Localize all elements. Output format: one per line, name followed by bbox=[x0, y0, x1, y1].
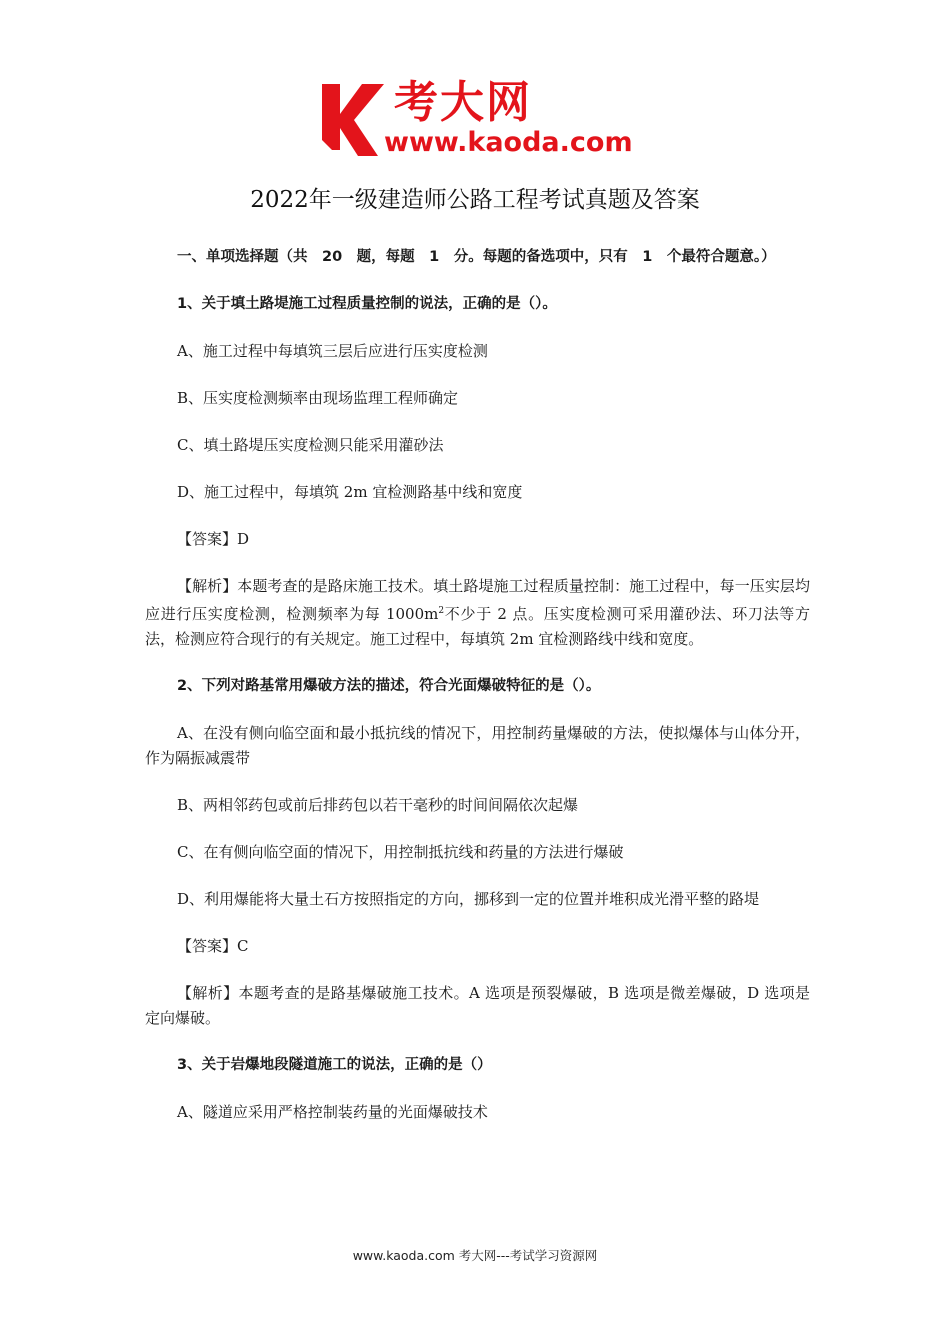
question-1-option-a: A、施工过程中每填筑三层后应进行压实度检测 bbox=[177, 342, 488, 360]
question-2-option-c: C、在有侧向临空面的情况下，用控制抵抗线和药量的方法进行爆破 bbox=[177, 843, 624, 861]
analysis-text-cont: 不少于 2 点。压实度检测可采用灌砂法、环刀法等方法，检测应符合现行的有关规定。施工过程中，每填筑 2m 宜检测路线中线和宽度。 bbox=[145, 605, 810, 648]
question-1-option-b: B、压实度检测频率由现场监理工程师确定 bbox=[177, 389, 459, 407]
page-footer: www.kaoda.com 考大网---考试学习资源网 bbox=[352, 1248, 598, 1263]
question-2-option-a: A、在没有侧向临空面和最小抵抗线的情况下，用控制药量爆破的方法，使拟爆体与山体分开，作为隔振减震带 bbox=[145, 724, 810, 767]
logo-url-text: www.kaoda.com bbox=[384, 127, 633, 158]
question-3-option-a: A、隧道应采用严格控制装药量的光面爆破技术 bbox=[177, 1103, 488, 1121]
logo-brand-text: 考大网 bbox=[394, 77, 532, 128]
question-2-analysis: 【解析】本题考查的是路基爆破施工技术。A 选项是预裂爆破，B 选项是微差爆破，D 选项是定向爆破。 bbox=[145, 984, 810, 1027]
superscript: 2 bbox=[438, 606, 445, 616]
section-heading: 一、单项选择题（共 20 题，每题 1 分。每题的备选项中，只有 1 个最符合题意。） bbox=[177, 249, 776, 265]
kaoda-logo bbox=[318, 78, 648, 164]
analysis-text: 【解析】本题考查的是路床施工技术。填土路堤施工过程质量控制：施工过程中，每一压实层均应进行压实度检测，检测频率为每 1000m bbox=[145, 577, 810, 623]
question-1-analysis bbox=[145, 574, 810, 652]
document-body bbox=[145, 245, 810, 1125]
question-1-option-c: C、填土路堤压实度检测只能采用灌砂法 bbox=[177, 436, 444, 454]
question-1-stem: 1、关于填土路堤施工过程质量控制的说法，正确的是（）。 bbox=[177, 296, 557, 312]
question-1-option-d: D、施工过程中，每填筑 2m 宜检测路基中线和宽度 bbox=[177, 483, 523, 501]
question-2-answer: 【答案】C bbox=[177, 937, 249, 955]
question-2-option-d: D、利用爆能将大量土石方按照指定的方向，挪移到一定的位置并堆积成光滑平整的路堤 bbox=[177, 890, 760, 908]
question-3-stem: 3、关于岩爆地段隧道施工的说法，正确的是（） bbox=[177, 1057, 492, 1073]
question-1-answer: 【答案】D bbox=[177, 530, 250, 548]
question-2-stem: 2、下列对路基常用爆破方法的描述，符合光面爆破特征的是（）。 bbox=[177, 678, 601, 694]
page-title: 2022年一级建造师公路工程考试真题及答案 bbox=[250, 187, 700, 213]
question-2-option-b: B、两相邻药包或前后排药包以若干毫秒的时间间隔依次起爆 bbox=[177, 796, 579, 814]
